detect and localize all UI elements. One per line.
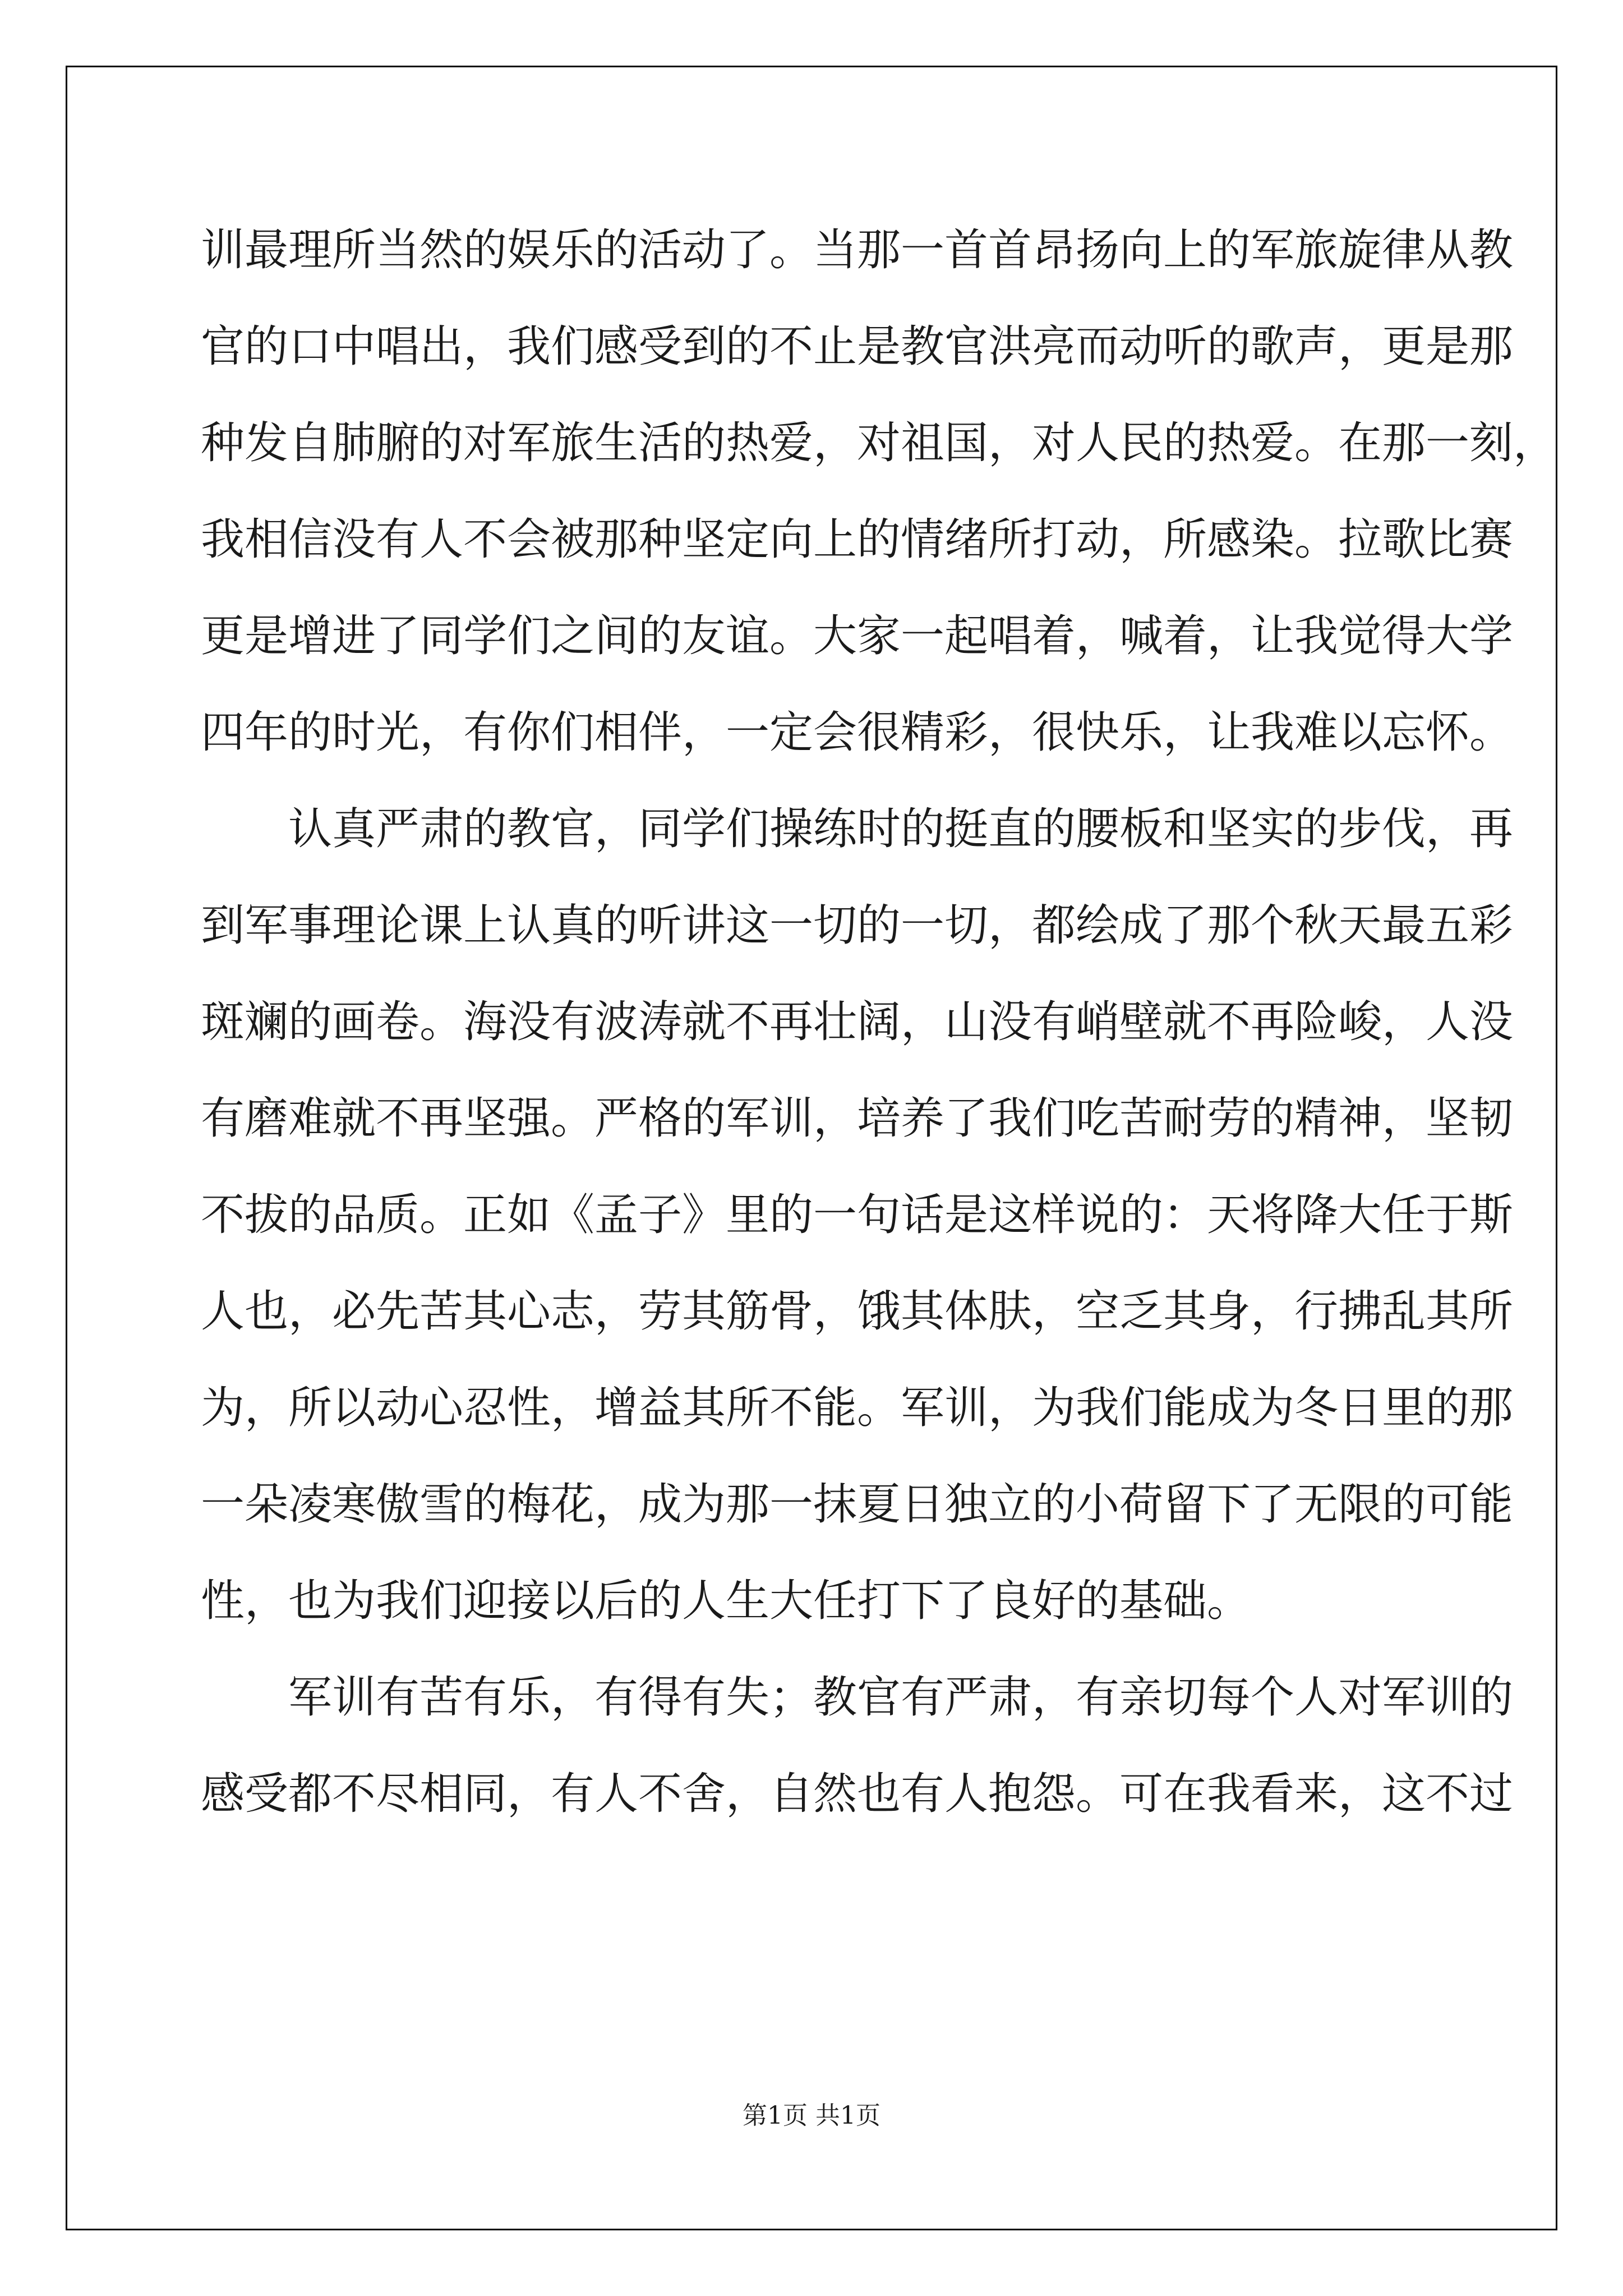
- text-line: 人也，必先苦其心志，劳其筋骨，饿其体肤，空乏其身，行拂乱其所: [201, 1286, 1514, 1337]
- text-line: 有磨难就不再坚强。严格的军训，培养了我们吃苦耐劳的精神，坚韧: [201, 1093, 1514, 1144]
- text-line: 训最理所当然的娱乐的活动了。当那一首首昂扬向上的军旅旋律从教: [201, 225, 1514, 275]
- text-line: 感受都不尽相同，有人不舍，自然也有人抱怨。可在我看来，这不过: [201, 1769, 1514, 1819]
- text-line: 更是增进了同学们之间的友谊。大家一起唱着，喊着，让我觉得大学: [201, 611, 1514, 661]
- text-line: 一朵凌寒傲雪的梅花，成为那一抹夏日独立的小荷留下了无限的可能: [201, 1479, 1514, 1530]
- text-line: 认真严肃的教官，同学们操练时的挺直的腰板和坚实的步伐，再: [288, 804, 1514, 854]
- text-line: 不拔的品质。正如《孟子》里的一句话是这样说的：天将降大任于斯: [201, 1190, 1514, 1240]
- text-line: 官的口中唱出，我们感受到的不止是教官洪亮而动听的歌声，更是那: [201, 321, 1514, 372]
- text-line: 到军事理论课上认真的听讲这一切的一切，都绘成了那个秋天最五彩: [201, 900, 1514, 951]
- text-line: 性，也为我们迎接以后的人生大任打下了良好的基础。: [201, 1576, 1251, 1626]
- text-line: 四年的时光，有你们相伴，一定会很精彩，很快乐，让我难以忘怀。: [201, 707, 1514, 758]
- text-line: 为，所以动心忍性，增益其所不能。军训，为我们能成为冬日里的那: [201, 1383, 1514, 1433]
- page-footer: 第1页 共1页: [743, 2101, 880, 2130]
- text-line: 种发自肺腑的对军旅生活的热爱，对祖国，对人民的热爱。在那一刻，: [201, 418, 1557, 468]
- text-line: 我相信没有人不会被那种坚定向上的情绪所打动，所感染。拉歌比赛: [201, 514, 1514, 565]
- text-line: 军训有苦有乐，有得有失；教官有严肃，有亲切每个人对军训的: [288, 1672, 1514, 1723]
- text-line: 斑斓的画卷。海没有波涛就不再壮阔，山没有峭壁就不再险峻，人没: [201, 997, 1514, 1047]
- document-body: [201, 202, 1557, 1842]
